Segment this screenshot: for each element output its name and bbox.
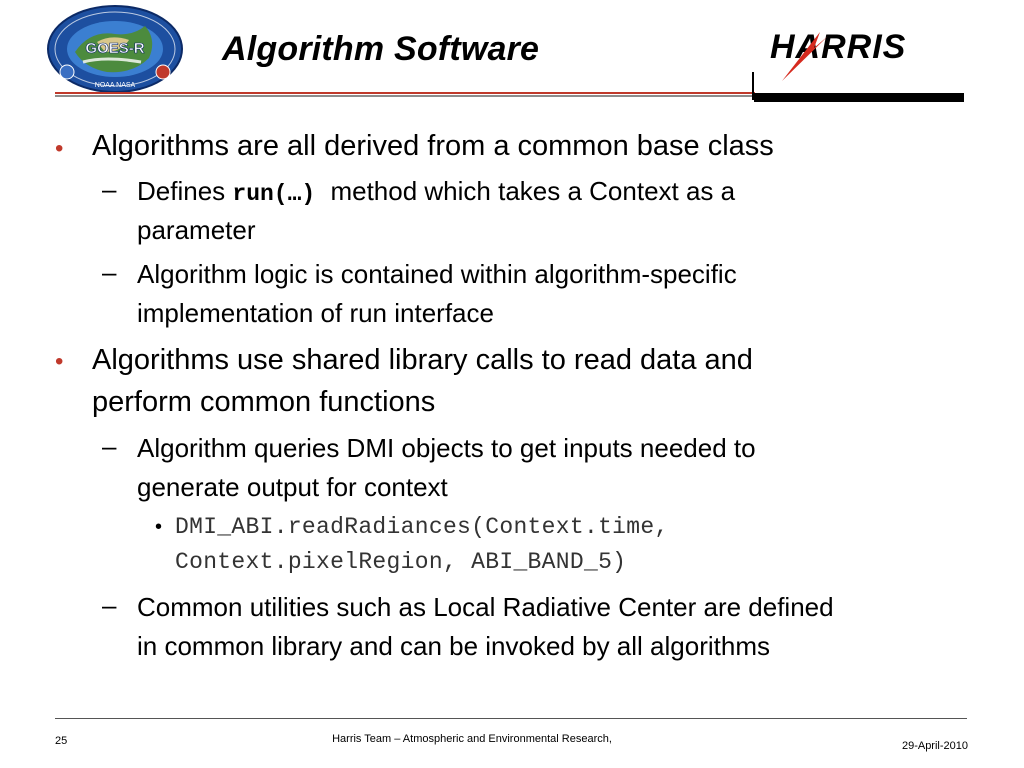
sub-bullet-1-1	[137, 172, 735, 213]
goes-r-logo	[45, 4, 185, 94]
title-underline-black	[754, 93, 964, 102]
title-underline-gray	[55, 95, 755, 97]
harris-logo	[768, 26, 953, 86]
sub-bullet-2-1-line1: Algorithm queries DMI objects to get inputs needed to	[137, 433, 756, 463]
footer-credit: Harris Team – Atmospheric and Environmental Research,	[332, 733, 612, 745]
goes-center-text: GOES-R	[85, 40, 145, 57]
sub-bullet-1-2-marker: –	[102, 257, 117, 287]
bullet-1: Algorithms are all derived from a common base class	[92, 130, 774, 162]
harris-logo-text: HARRIS	[770, 28, 907, 66]
goes-r-mission-patch-icon	[45, 4, 185, 94]
sub-bullet-2-2-line2: in common library and can be invoked by all algorithms	[137, 631, 770, 661]
harris-logo-icon	[768, 26, 953, 86]
goes-bottom-text: NOAA NASA	[94, 82, 136, 89]
sub-bullet-1-1-suffix: method which takes a Context as a	[330, 176, 736, 206]
sub-bullet-1-1-cont: parameter	[137, 215, 256, 245]
sub-bullet-2-2-marker: –	[102, 590, 117, 620]
code-example-line2: Context.pixelRegion, ABI_BAND_5)	[175, 549, 627, 575]
sub-bullet-1-2-line2: implementation of run interface	[137, 298, 494, 328]
run-method-code: run(…)	[232, 181, 316, 207]
page-number: 25	[55, 735, 68, 747]
sub-bullet-2-1-marker: –	[102, 431, 117, 461]
bullet-2-line2: perform common functions	[92, 386, 436, 418]
sub-bullet-2-1-line2: generate output for context	[137, 472, 448, 502]
sub-bullet-2-2-line1: Common utilities such as Local Radiative Center are defined	[137, 592, 834, 622]
bullet-2-marker: •	[55, 348, 64, 375]
page-title: Algorithm Software	[222, 30, 540, 68]
bullet-1-marker: •	[55, 135, 64, 162]
bullet-2-line1: Algorithms use shared library calls to read data and	[92, 344, 753, 376]
code-example-line1: DMI_ABI.readRadiances(Context.time,	[175, 514, 669, 540]
sub-sub-bullet-marker: •	[155, 516, 163, 538]
title-underline-red	[55, 92, 755, 94]
footer-date: 29-April-2010	[901, 740, 968, 752]
sub-bullet-1-1-prefix: Defines	[137, 176, 226, 206]
sub-bullet-1-1-marker: –	[102, 174, 117, 204]
sub-bullet-1-2-line1: Algorithm logic is contained within algorithm-specific	[137, 259, 737, 289]
footer-divider	[55, 718, 967, 719]
